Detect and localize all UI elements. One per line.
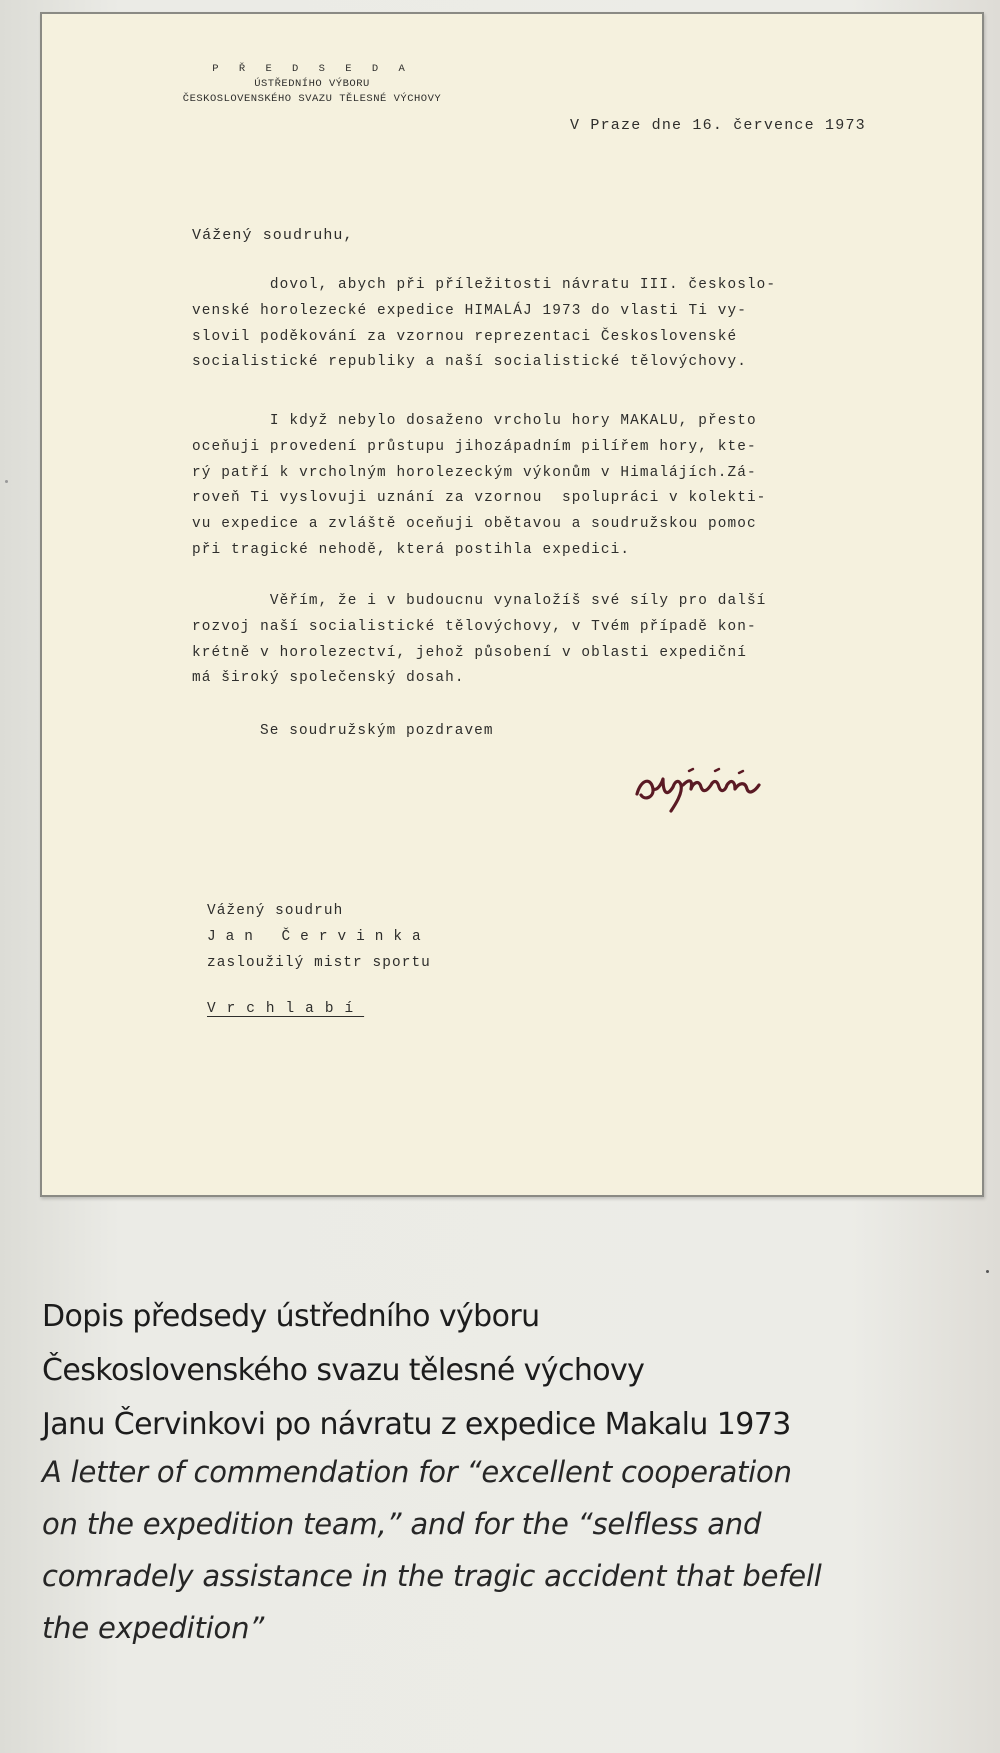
caption-czech-line-2: Československého svazu tělesné výchovy xyxy=(42,1353,645,1388)
caption-english xyxy=(42,1446,982,1654)
handwritten-signature xyxy=(627,749,827,819)
letter-closing: Se soudružským pozdravem xyxy=(260,723,494,739)
addressee-line-1: Vážený soudruh xyxy=(207,903,344,919)
caption-czech xyxy=(42,1290,982,1452)
letter-date: V Praze dne 16. července 1973 xyxy=(570,117,866,134)
caption-english-line-2: on the expedition team,” and for the “selfless and xyxy=(42,1507,762,1541)
wall-speck xyxy=(986,1270,989,1273)
letter-addressee xyxy=(207,898,431,976)
addressee-title: zasloužilý mistr sportu xyxy=(207,955,431,971)
letter-paragraph-3: Věřím, že i v budoucnu vynaložíš své síly pro další rozvoj naší socialistické tělovýchovy, v Tvém případě kon- krétně v horolezectví, jehož působení v oblasti expediční má široký společenský dosah. xyxy=(192,593,767,687)
caption-czech-line-3: Janu Červinkovi po návratu z expedice Makalu 1973 xyxy=(42,1407,791,1442)
wall-speck xyxy=(5,480,8,483)
letterhead-line-2: ÚSTŘEDNÍHO VÝBORU xyxy=(254,78,370,90)
letterhead-line-1: P Ř E D S E D A xyxy=(212,63,412,75)
letterhead-line-3: ČESKOSLOVENSKÉHO SVAZU TĚLESNÉ VÝCHOVY xyxy=(182,93,442,105)
letter-paragraph-2: I když nebylo dosaženo vrcholu hory MAKALU, přesto oceňuji provedení průstupu jihozápadním pilířem hory, kte- rý patří k vrcholným horolezeckým výkonům v Himalájích.Zá- roveň Ti vyslovuji uznání za vzornou spolupráci v kolekti- vu expedice a zvláště oceňuji obětavou a soudružskou pomoc při tragické nehodě, která postihla expedici. xyxy=(192,413,767,558)
caption-english-line-3: comradely assistance in the tragic accident that befell xyxy=(42,1559,822,1593)
letter-paragraph-1: dovol, abych při příležitosti návratu III. českoslo- venské horolezecké expedice HIMALÁJ 1973 do vlasti Ti vy- slovil poděkování za vzornou reprezentaci Československé socialistické republiky a naší socialistické tělovýchovy. xyxy=(192,277,777,371)
caption-english-line-1: A letter of commendation for “excellent cooperation xyxy=(42,1455,792,1489)
addressee-town: Vrchlabí xyxy=(207,1001,365,1017)
letter-salutation: Vážený soudruhu, xyxy=(192,227,354,244)
addressee-name: Jan Červinka xyxy=(207,929,431,945)
caption-czech-line-1: Dopis předsedy ústředního výboru xyxy=(42,1299,540,1334)
letterhead xyxy=(102,62,522,107)
letter-document xyxy=(40,12,984,1197)
caption-english-line-4: the expedition” xyxy=(42,1611,265,1645)
exhibit-caption xyxy=(42,1290,982,1654)
